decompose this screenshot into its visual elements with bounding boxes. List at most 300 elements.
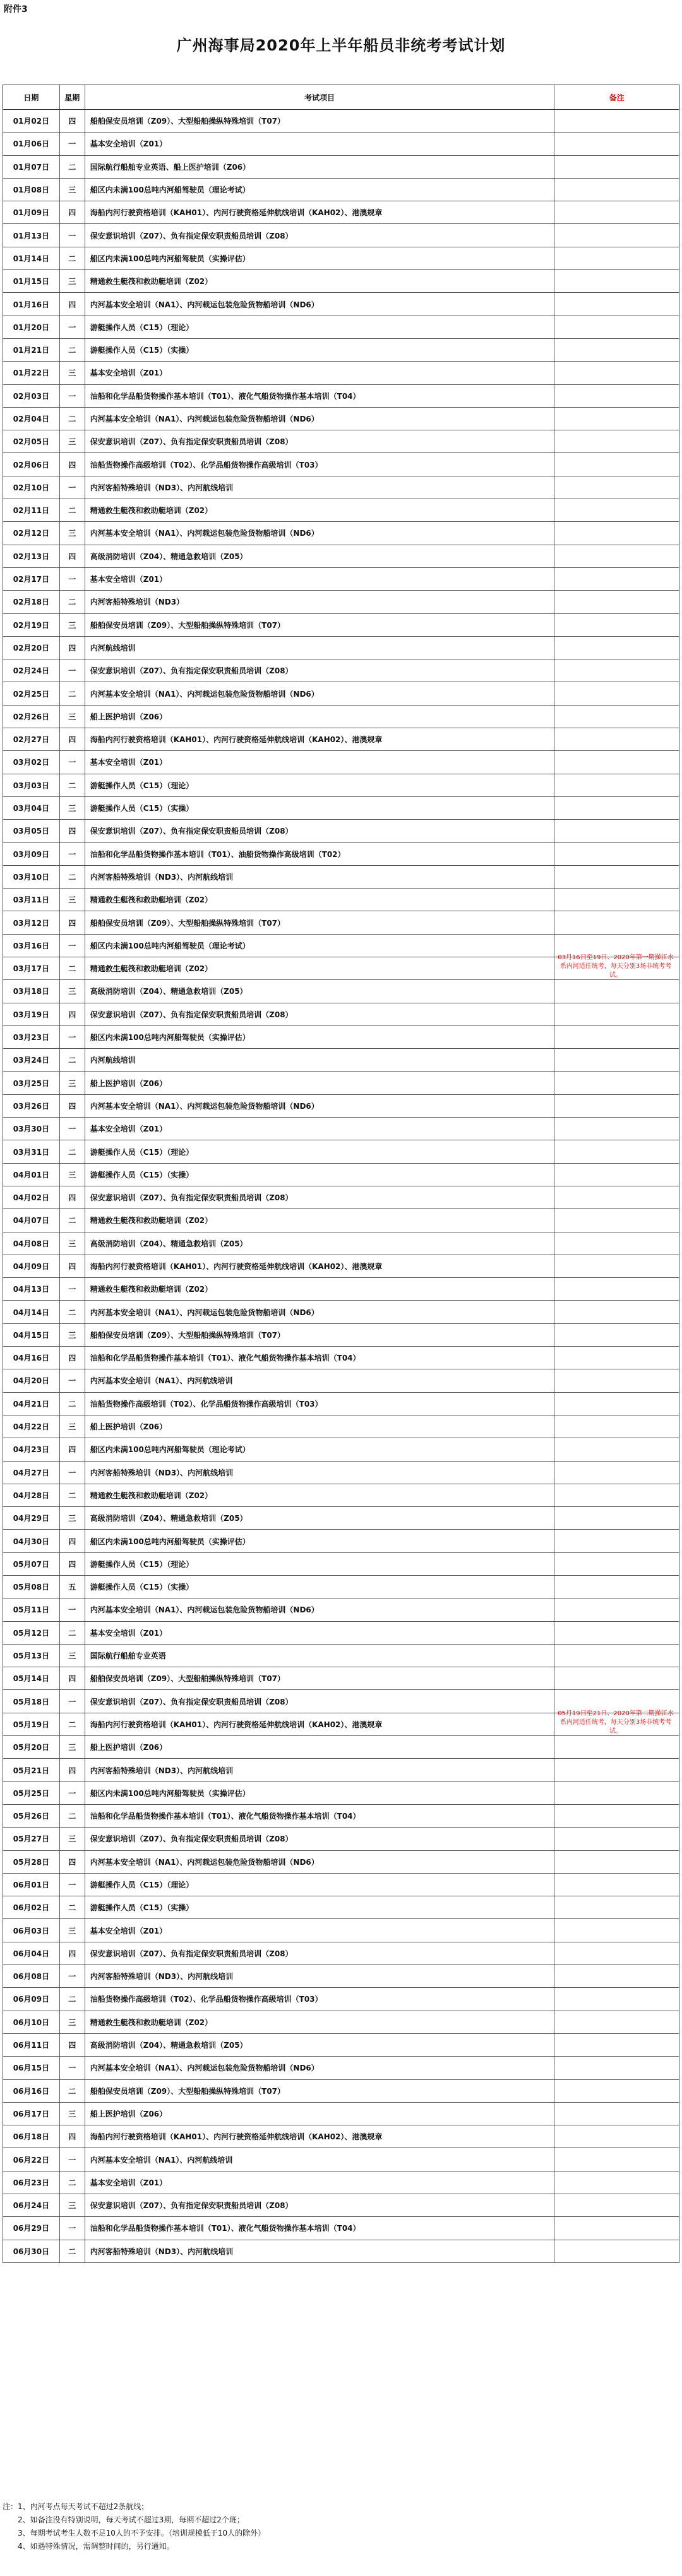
weekday-cell: 三 — [60, 2103, 85, 2125]
weekday-cell: 二 — [60, 1049, 85, 1071]
date-cell: 04月08日 — [3, 1232, 60, 1255]
date-cell: 03月12日 — [3, 911, 60, 933]
remark-cell — [554, 1782, 679, 1804]
date-cell: 03月24日 — [3, 1049, 60, 1071]
exam-item-cell: 内河基本安全培训（NA1）、内河载运包装危险货物船培训（ND6） — [85, 2057, 555, 2079]
remark-cell — [554, 430, 679, 452]
table-row — [3, 522, 679, 545]
remark-note: 05月19日至21日、2020年第二期操江水系内河适任统考，每天分别3场非统考考试。 — [558, 1710, 674, 1735]
exam-item-cell: 高级消防培训（Z04）、精通急救培训（Z05） — [85, 1507, 555, 1529]
remark-cell — [554, 224, 679, 246]
exam-item-cell: 高级消防培训（Z04）、精通急救培训（Z05） — [85, 2034, 555, 2056]
date-cell: 06月15日 — [3, 2057, 60, 2079]
remark-cell — [554, 385, 679, 407]
exam-schedule-table — [3, 110, 679, 2263]
remark-cell — [554, 1484, 679, 1506]
table-row — [3, 591, 679, 613]
remark-cell — [554, 637, 679, 659]
exam-item-cell: 基本安全培训（Z01） — [85, 1622, 555, 1644]
exam-item-cell: 保安意识培训（Z07）、负有指定保安职责船员培训（Z08） — [85, 820, 555, 842]
remark-cell — [554, 1622, 679, 1644]
exam-item-cell: 基本安全培训（Z01） — [85, 1118, 555, 1140]
exam-item-cell: 游艇操作人员（C15）（实操） — [85, 797, 555, 819]
table-row — [3, 2125, 679, 2148]
weekday-cell: 二 — [60, 1140, 85, 1162]
table-row — [3, 1324, 679, 1347]
remark-cell — [554, 1736, 679, 1758]
date-cell: 03月25日 — [3, 1072, 60, 1094]
remark-cell — [554, 110, 679, 132]
exam-item-cell: 基本安全培训（Z01） — [85, 568, 555, 590]
weekday-cell: 四 — [60, 1186, 85, 1208]
table-row — [3, 1919, 679, 1942]
remark-cell — [554, 2125, 679, 2148]
weekday-cell: 二 — [60, 1209, 85, 1231]
date-cell: 05月28日 — [3, 1851, 60, 1873]
remark-cell — [554, 293, 679, 315]
remark-cell — [554, 1164, 679, 1186]
remark-cell — [554, 866, 679, 888]
date-cell: 02月11日 — [3, 499, 60, 521]
table-row — [3, 499, 679, 522]
table-row — [3, 408, 679, 430]
weekday-cell: 一 — [60, 935, 85, 957]
table-row — [3, 1003, 679, 1026]
remark-cell — [554, 1347, 679, 1369]
weekday-cell: 四 — [60, 911, 85, 933]
remark-cell — [554, 1003, 679, 1025]
table-row — [3, 568, 679, 591]
remark-cell — [554, 1393, 679, 1415]
remark-cell — [554, 568, 679, 590]
table-row — [3, 1942, 679, 1965]
exam-item-cell: 基本安全培训（Z01） — [85, 2171, 555, 2194]
date-cell: 01月06日 — [3, 133, 60, 155]
exam-item-cell: 游艇操作人员（C15）（理论） — [85, 1874, 555, 1896]
remark-cell — [554, 751, 679, 773]
weekday-cell: 四 — [60, 1255, 85, 1277]
date-cell: 02月26日 — [3, 706, 60, 728]
exam-item-cell: 内河客船特殊培训（ND3）、内河航线培训 — [85, 1965, 555, 1987]
table-row — [3, 133, 679, 155]
table-row — [3, 911, 679, 934]
weekday-cell: 一 — [60, 659, 85, 682]
remark-cell — [554, 614, 679, 636]
remark-cell — [554, 911, 679, 933]
date-cell: 04月14日 — [3, 1301, 60, 1323]
table-row — [3, 1576, 679, 1598]
remark-cell — [554, 1232, 679, 1255]
weekday-cell: 一 — [60, 1598, 85, 1621]
note-line: 3、每期考试考生人数不足10人的不予安排。（培训规模低于10人的除外） — [3, 2529, 266, 2538]
table-row — [3, 706, 679, 728]
table-row — [3, 614, 679, 637]
remark-cell — [554, 2240, 679, 2262]
date-cell: 03月16日 — [3, 935, 60, 957]
date-cell: 06月11日 — [3, 2034, 60, 2056]
table-row — [3, 1369, 679, 1392]
exam-item-cell: 游艇操作人员（C15）（实操） — [85, 1576, 555, 1598]
date-cell: 01月15日 — [3, 270, 60, 292]
remark-cell — [554, 980, 679, 1002]
date-cell: 06月30日 — [3, 2240, 60, 2262]
exam-item-cell: 船上医护培训（Z06） — [85, 1415, 555, 1438]
weekday-cell: 四 — [60, 110, 85, 132]
weekday-cell: 三 — [60, 1164, 85, 1186]
exam-item-cell: 海船内河行驶资格培训（KAH01）、内河行驶资格延伸航线培训（KAH02）、港澳规章 — [85, 1713, 555, 1735]
remark-cell — [554, 499, 679, 521]
weekday-cell: 三 — [60, 797, 85, 819]
exam-item-cell: 船舶保安员培训（Z09）、大型船舶操纵特殊培训（T07） — [85, 911, 555, 933]
date-cell: 05月19日 — [3, 1713, 60, 1735]
date-cell: 02月19日 — [3, 614, 60, 636]
exam-item-cell: 内河客船特殊培训（ND3）、内河航线培训 — [85, 2240, 555, 2262]
remark-cell — [554, 1278, 679, 1300]
weekday-cell: 四 — [60, 1851, 85, 1873]
exam-item-cell: 油船和化学品船货物操作基本培训（T01）、液化气船货物操作基本培训（T04） — [85, 1347, 555, 1369]
table-row — [3, 1645, 679, 1667]
weekday-cell: 三 — [60, 1919, 85, 1941]
weekday-cell: 二 — [60, 1393, 85, 1415]
table-row — [3, 980, 679, 1003]
date-cell: 05月12日 — [3, 1622, 60, 1644]
remark-cell — [554, 1369, 679, 1391]
date-cell: 04月13日 — [3, 1278, 60, 1300]
table-row — [3, 751, 679, 774]
remark-cell — [554, 1576, 679, 1598]
table-row — [3, 1186, 679, 1209]
table-row — [3, 293, 679, 316]
weekday-cell: 三 — [60, 614, 85, 636]
remark-cell — [554, 706, 679, 728]
table-row — [3, 2194, 679, 2217]
table-row — [3, 1896, 679, 1919]
exam-item-cell: 油船货物操作高级培训（T02）、化学品船货物操作高级培训（T03） — [85, 1393, 555, 1415]
table-row — [3, 339, 679, 362]
remark-cell — [554, 591, 679, 613]
weekday-cell: 四 — [60, 545, 85, 567]
table-row — [3, 1255, 679, 1278]
date-cell: 02月05日 — [3, 430, 60, 452]
table-row — [3, 889, 679, 911]
date-cell: 05月20日 — [3, 1736, 60, 1758]
weekday-cell: 二 — [60, 866, 85, 888]
remark-cell — [554, 2103, 679, 2125]
exam-item-cell: 保安意识培训（Z07）、负有指定保安职责船员培训（Z08） — [85, 1003, 555, 1025]
exam-item-cell: 国际航行船舶专业英语、船上医护培训（Z06） — [85, 156, 555, 178]
remark-cell — [554, 1438, 679, 1460]
remark-cell — [554, 1851, 679, 1873]
date-cell: 03月10日 — [3, 866, 60, 888]
exam-item-cell: 船舶保安员培训（Z09）、大型船舶操纵特殊培训（T07） — [85, 110, 555, 132]
table-row — [3, 1415, 679, 1438]
date-cell: 02月03日 — [3, 385, 60, 407]
date-cell: 04月01日 — [3, 1164, 60, 1186]
weekday-cell: 三 — [60, 1415, 85, 1438]
exam-item-cell: 船区内未满100总吨内河船驾驶员（实操评估） — [85, 247, 555, 269]
table-row — [3, 1278, 679, 1301]
exam-item-cell: 船舶保安员培训（Z09）、大型船舶操纵特殊培训（T07） — [85, 1667, 555, 1689]
table-row — [3, 247, 679, 270]
exam-item-cell: 内河航线培训 — [85, 637, 555, 659]
date-cell: 06月02日 — [3, 1896, 60, 1918]
table-row — [3, 1347, 679, 1369]
weekday-cell: 四 — [60, 201, 85, 223]
exam-item-cell: 游艇操作人员（C15）（理论） — [85, 1140, 555, 1162]
weekday-cell: 三 — [60, 889, 85, 911]
table-row — [3, 1553, 679, 1576]
weekday-cell: 二 — [60, 957, 85, 979]
remark-cell — [554, 362, 679, 384]
date-cell: 03月18日 — [3, 980, 60, 1002]
weekday-cell: 二 — [60, 1484, 85, 1506]
header-date: 日期 — [3, 85, 60, 109]
date-cell: 06月04日 — [3, 1942, 60, 1964]
header-remark: 备注 — [609, 93, 625, 102]
remark-cell — [554, 774, 679, 796]
exam-item-cell: 船上医护培训（Z06） — [85, 1736, 555, 1758]
weekday-cell: 三 — [60, 362, 85, 384]
date-cell: 02月13日 — [3, 545, 60, 567]
exam-item-cell: 精通救生艇筏和救助艇培训（Z02） — [85, 889, 555, 911]
weekday-cell: 三 — [60, 706, 85, 728]
weekday-cell: 三 — [60, 270, 85, 292]
date-cell: 05月21日 — [3, 1759, 60, 1781]
table-row — [3, 1988, 679, 2011]
weekday-cell: 一 — [60, 133, 85, 155]
table-row — [3, 1049, 679, 1072]
weekday-cell: 一 — [60, 316, 85, 338]
weekday-cell: 三 — [60, 1507, 85, 1529]
header-weekday: 星期 — [60, 85, 85, 109]
exam-item-cell: 船区内未满100总吨内河船驾驶员（实操评估） — [85, 1530, 555, 1552]
table-row — [3, 270, 679, 293]
exam-item-cell: 精通救生艇筏和救助艇培训（Z02） — [85, 499, 555, 521]
weekday-cell: 三 — [60, 1645, 85, 1667]
exam-item-cell: 船上医护培训（Z06） — [85, 706, 555, 728]
weekday-cell: 二 — [60, 156, 85, 178]
exam-item-cell: 基本安全培训（Z01） — [85, 362, 555, 384]
table-row — [3, 362, 679, 384]
table-row — [3, 1736, 679, 1759]
date-cell: 01月22日 — [3, 362, 60, 384]
exam-item-cell: 船上医护培训（Z06） — [85, 1072, 555, 1094]
note-line: 注：1、内河考点每天考试不超过2条航线； — [3, 2502, 149, 2511]
weekday-cell: 一 — [60, 751, 85, 773]
weekday-cell: 五 — [60, 1576, 85, 1598]
exam-item-cell: 船区内未满100总吨内河船驾驶员（实操评估） — [85, 1782, 555, 1804]
exam-item-cell: 内河基本安全培训（NA1）、内河载运包装危险货物船培训（ND6） — [85, 1598, 555, 1621]
exam-item-cell: 游艇操作人员（C15）（实操） — [85, 1896, 555, 1918]
remark-cell — [554, 659, 679, 682]
weekday-cell: 四 — [60, 1759, 85, 1781]
remark-cell — [554, 1140, 679, 1162]
date-cell: 06月22日 — [3, 2148, 60, 2170]
weekday-cell: 二 — [60, 1622, 85, 1644]
date-cell: 06月23日 — [3, 2171, 60, 2194]
weekday-cell: 三 — [60, 2011, 85, 2033]
exam-item-cell: 内河基本安全培训（NA1）、内河载运包装危险货物船培训（ND6） — [85, 682, 555, 704]
weekday-cell: 一 — [60, 1118, 85, 1140]
remark-cell — [554, 843, 679, 865]
date-cell: 03月03日 — [3, 774, 60, 796]
remark-cell — [554, 820, 679, 842]
exam-item-cell: 内河基本安全培训（NA1）、内河载运包装危险货物船培训（ND6） — [85, 293, 555, 315]
remark-cell — [554, 476, 679, 499]
remark-cell — [554, 1965, 679, 1987]
date-cell: 03月02日 — [3, 751, 60, 773]
table-row — [3, 110, 679, 133]
remark-cell — [554, 2034, 679, 2056]
date-cell: 05月08日 — [3, 1576, 60, 1598]
remark-cell — [554, 1896, 679, 1918]
date-cell: 01月07日 — [3, 156, 60, 178]
remark-cell — [554, 2080, 679, 2102]
remark-cell — [554, 1667, 679, 1689]
remark-cell — [554, 2217, 679, 2239]
exam-item-cell: 保安意识培训（Z07）、负有指定保安职责船员培训（Z08） — [85, 1690, 555, 1712]
date-cell: 06月17日 — [3, 2103, 60, 2125]
date-cell: 04月20日 — [3, 1369, 60, 1391]
table-header — [3, 85, 679, 110]
exam-item-cell: 船舶保安员培训（Z09）、大型船舶操纵特殊培训（T07） — [85, 2080, 555, 2102]
table-row — [3, 453, 679, 476]
weekday-cell: 二 — [60, 2080, 85, 2102]
remark-cell — [554, 1118, 679, 1140]
remark-cell — [554, 1874, 679, 1896]
table-row — [3, 1164, 679, 1186]
remark-cell — [554, 270, 679, 292]
date-cell: 03月19日 — [3, 1003, 60, 1025]
exam-item-cell: 海船内河行驶资格培训（KAH01）、内河行驶资格延伸航线培训（KAH02）、港澳规章 — [85, 728, 555, 750]
table-row — [3, 545, 679, 568]
exam-item-cell: 油船和化学品船货物操作基本培训（T01）、液化气船货物操作基本培训（T04） — [85, 1805, 555, 1827]
exam-item-cell: 船区内未满100总吨内河船驾驶员（理论考试） — [85, 1438, 555, 1460]
date-cell: 06月16日 — [3, 2080, 60, 2102]
exam-item-cell: 精通救生艇筏和救助艇培训（Z02） — [85, 957, 555, 979]
date-cell: 03月26日 — [3, 1095, 60, 1117]
remark-cell — [554, 2171, 679, 2194]
weekday-cell: 四 — [60, 293, 85, 315]
remark-cell — [554, 1942, 679, 1964]
table-row — [3, 1805, 679, 1828]
date-cell: 04月30日 — [3, 1530, 60, 1552]
date-cell: 03月09日 — [3, 843, 60, 865]
date-cell: 03月11日 — [3, 889, 60, 911]
table-row — [3, 2057, 679, 2079]
date-cell: 04月16日 — [3, 1347, 60, 1369]
weekday-cell: 二 — [60, 408, 85, 430]
remark-cell — [554, 316, 679, 338]
weekday-cell: 二 — [60, 339, 85, 361]
remark-cell — [554, 1598, 679, 1621]
table-row — [3, 179, 679, 201]
weekday-cell: 四 — [60, 2125, 85, 2148]
date-cell: 02月24日 — [3, 659, 60, 682]
exam-item-cell: 内河基本安全培训（NA1）、内河载运包装危险货物船培训（ND6） — [85, 1301, 555, 1323]
table-row — [3, 1118, 679, 1140]
remark-cell — [554, 1530, 679, 1552]
date-cell: 06月08日 — [3, 1965, 60, 1987]
date-cell: 01月08日 — [3, 179, 60, 201]
exam-item-cell: 船区内未满100总吨内河船驾驶员（实操评估） — [85, 1026, 555, 1048]
date-cell: 02月17日 — [3, 568, 60, 590]
remark-cell — [554, 2194, 679, 2216]
table-row — [3, 430, 679, 453]
table-row — [3, 843, 679, 866]
remark-cell — [554, 1828, 679, 1850]
exam-item-cell: 游艇操作人员（C15）（实操） — [85, 339, 555, 361]
table-row — [3, 2240, 679, 2263]
weekday-cell: 二 — [60, 682, 85, 704]
table-row — [3, 682, 679, 705]
date-cell: 01月09日 — [3, 201, 60, 223]
weekday-cell: 一 — [60, 476, 85, 499]
table-row — [3, 1874, 679, 1896]
remark-cell — [554, 2057, 679, 2079]
table-row — [3, 1301, 679, 1323]
date-cell: 03月04日 — [3, 797, 60, 819]
document-title: 广州海事局2020年上半年船员非统考考试计划 — [176, 37, 506, 54]
table-row — [3, 1530, 679, 1552]
date-cell: 05月13日 — [3, 1645, 60, 1667]
date-cell: 02月04日 — [3, 408, 60, 430]
date-cell: 03月23日 — [3, 1026, 60, 1048]
remark-cell — [554, 247, 679, 269]
weekday-cell: 二 — [60, 591, 85, 613]
weekday-cell: 二 — [60, 1805, 85, 1827]
date-cell: 04月22日 — [3, 1415, 60, 1438]
date-cell: 01月02日 — [3, 110, 60, 132]
weekday-cell: 三 — [60, 1232, 85, 1255]
exam-item-cell: 内河基本安全培训（NA1）、内河载运包装危险货物船培训（ND6） — [85, 408, 555, 430]
table-row — [3, 1965, 679, 1988]
table-row — [3, 1072, 679, 1094]
date-cell: 05月11日 — [3, 1598, 60, 1621]
remark-note: 03月16日至19日、2020年第一期操江水系内河适任统考，每天分别3场非统考考试。 — [558, 954, 674, 979]
remark-cell — [554, 682, 679, 704]
date-cell: 01月20日 — [3, 316, 60, 338]
date-cell: 03月30日 — [3, 1118, 60, 1140]
table-row — [3, 1209, 679, 1232]
table-row — [3, 2011, 679, 2034]
attachment-label: 附件3 — [4, 4, 28, 15]
weekday-cell: 四 — [60, 728, 85, 750]
table-row — [3, 728, 679, 751]
remark-cell — [554, 133, 679, 155]
exam-item-cell: 内河基本安全培训（NA1）、内河航线培训 — [85, 1369, 555, 1391]
remark-cell — [554, 889, 679, 911]
date-cell: 05月07日 — [3, 1553, 60, 1575]
weekday-cell: 一 — [60, 1278, 85, 1300]
date-cell: 02月20日 — [3, 637, 60, 659]
table-row — [3, 2034, 679, 2057]
weekday-cell: 三 — [60, 430, 85, 452]
table-row — [3, 797, 679, 820]
exam-item-cell: 油船和化学品船货物操作基本培训（T01）、油船货物操作高级培训（T02） — [85, 843, 555, 865]
weekday-cell: 二 — [60, 1713, 85, 1735]
date-cell: 02月18日 — [3, 591, 60, 613]
exam-item-cell: 精通救生艇筏和救助艇培训（Z02） — [85, 1209, 555, 1231]
weekday-cell: 四 — [60, 2034, 85, 2056]
date-cell: 05月18日 — [3, 1690, 60, 1712]
remark-cell — [554, 1301, 679, 1323]
table-row — [3, 637, 679, 659]
weekday-cell: 二 — [60, 247, 85, 269]
weekday-cell: 一 — [60, 1965, 85, 1987]
table-row — [3, 820, 679, 842]
exam-item-cell: 游艇操作人员（C15）（实操） — [85, 1164, 555, 1186]
